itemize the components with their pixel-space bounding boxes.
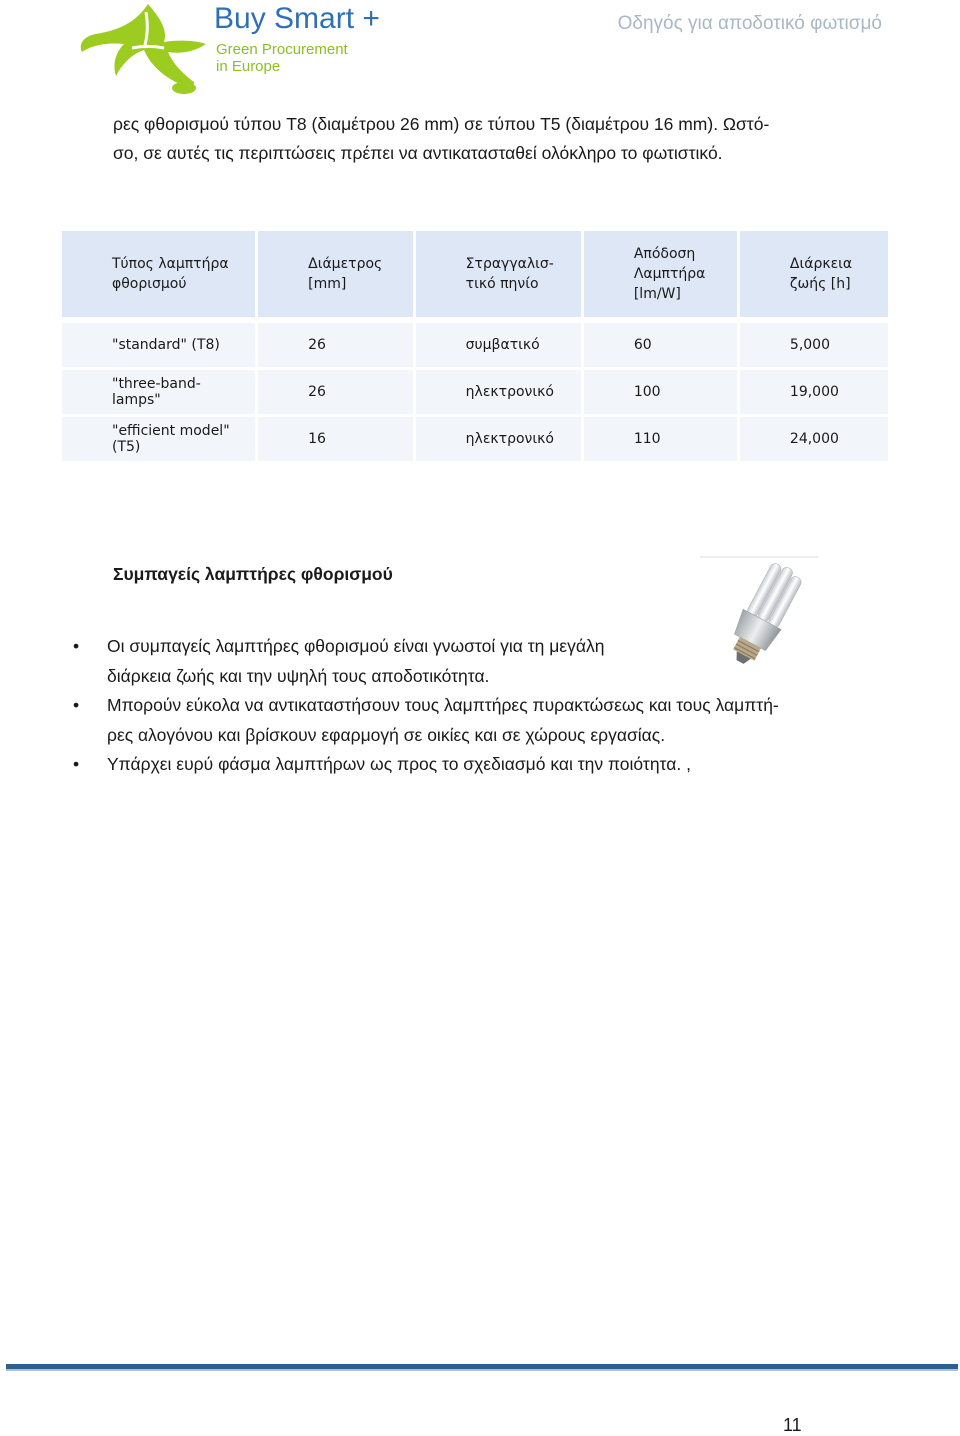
cell-diameter: 26 xyxy=(258,323,413,367)
cell-efficacy: 60 xyxy=(584,323,737,367)
list-item: • Υπάρχει ευρύ φάσμα λαμπτήρων ως προς το σχεδιασμό και την ποιότητα. , xyxy=(72,750,842,780)
cell-efficacy: 100 xyxy=(584,370,737,414)
bullet-marker: • xyxy=(73,754,80,774)
cell-lamp-type: "standard" (T8) xyxy=(62,323,255,367)
footer-rule-accent xyxy=(6,1369,958,1371)
cell-lifetime: 19,000 xyxy=(740,370,888,414)
header-ballast: Στραγγαλισ- τικό πηνίο xyxy=(416,231,581,317)
table-row xyxy=(62,370,888,414)
feature-bullet-list xyxy=(72,632,842,780)
header-lamp-type: Τύπος λαμπτήρα φθορισμού xyxy=(62,231,255,317)
header-diameter: Διάμετρος [mm] xyxy=(258,231,413,317)
document-title: Οδηγός για αποδοτικό φωτισμό xyxy=(617,13,882,34)
leaf-logo-icon xyxy=(76,2,212,96)
cell-diameter: 26 xyxy=(258,370,413,414)
intro-paragraph xyxy=(113,110,833,168)
page-number: 11 xyxy=(783,1415,802,1435)
cell-diameter: 16 xyxy=(258,417,413,461)
header-lifetime: Διάρκεια ζωής [h] xyxy=(740,231,888,317)
logo-subtitle-line1: Green Procurement xyxy=(216,41,348,58)
logo-title: Buy Smart + xyxy=(214,2,380,35)
brand-logo xyxy=(76,2,380,96)
list-item: • Μπορούν εύκολα να αντικαταστήσουν τους λαμπτήρες πυρακτώσεως και τους λαμπτή- ρες αλογόνου και βρίσκουν εφαρμογή σε οικίες και σε χώρους εργασίας. xyxy=(72,691,842,750)
cell-ballast: συμβατικό xyxy=(416,323,581,367)
logo-subtitle-line2: in Europe xyxy=(216,58,281,75)
table-row xyxy=(62,323,888,367)
table-header-row xyxy=(62,231,888,317)
cell-ballast: ηλεκτρονικό xyxy=(416,370,581,414)
intro-line-1: ρες φθορισμού τύπου T8 (διαμέτρου 26 mm) σε τύπου T5 (διαμέτρου 16 mm). Ωστό- xyxy=(113,114,770,134)
cell-lamp-type: "efficient model" (T5) xyxy=(62,417,255,461)
lamp-comparison-table xyxy=(59,228,891,464)
cell-efficacy: 110 xyxy=(584,417,737,461)
header-efficacy: Απόδοση Λαμπτήρα [lm/W] xyxy=(584,231,737,317)
table-row xyxy=(62,417,888,461)
cell-ballast: ηλεκτρονικό xyxy=(416,417,581,461)
bullet-marker: • xyxy=(73,636,80,656)
cell-lamp-type: "three-band-lamps" xyxy=(62,370,255,414)
intro-line-2: σο, σε αυτές τις περιπτώσεις πρέπει να αντικατασταθεί ολόκληρο το φωτιστικό. xyxy=(113,143,723,163)
cell-lifetime: 5,000 xyxy=(740,323,888,367)
cell-lifetime: 24,000 xyxy=(740,417,888,461)
section-title: Συμπαγείς λαμπτήρες φθορισμού xyxy=(113,564,393,584)
list-item: • Οι συμπαγείς λαμπτήρες φθορισμού είναι γνωστοί για τη μεγάλη διάρκεια ζωής και την υψηλή τους αποδοτικότητα. xyxy=(72,632,687,691)
bullet-marker: • xyxy=(73,695,80,715)
